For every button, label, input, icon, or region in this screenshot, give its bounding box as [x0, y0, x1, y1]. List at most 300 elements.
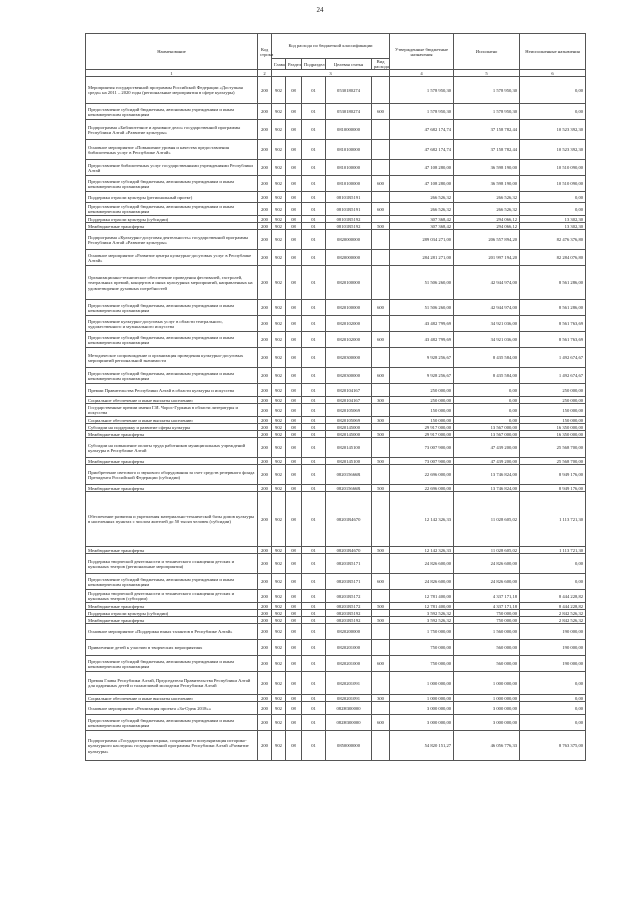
cell-name: Поддержка творческой деятельности и технического оснащения детских и кукольных театров (субсидии) — [86, 590, 258, 603]
cell-code: 200 — [258, 547, 272, 554]
cell-approved: 73 007 900,00 — [390, 438, 454, 458]
cell-target-article: 08201R5192 — [326, 617, 372, 624]
cell-unexecuted: 0,00 — [520, 695, 586, 702]
cell-code: 200 — [258, 554, 272, 574]
cell-subsection: 01 — [302, 610, 326, 617]
cell-code: 200 — [258, 316, 272, 332]
cell-name: Межбюджетные трансферты — [86, 485, 258, 492]
cell-code: 200 — [258, 438, 272, 458]
table-row — [86, 250, 586, 266]
table-row — [86, 431, 586, 438]
cell-target-article: 0820102000 — [326, 316, 372, 332]
cell-chapter: 902 — [272, 316, 286, 332]
cell-code: 200 — [258, 77, 272, 104]
cell-approved: 47 108 280,00 — [390, 160, 454, 176]
cell-code: 200 — [258, 120, 272, 140]
cell-unexecuted: 8 561 286,00 — [520, 266, 586, 300]
cell-approved: 12 142 326,33 — [390, 492, 454, 547]
cell-unexecuted: 25 568 700,00 — [520, 458, 586, 465]
cell-target-article: 0810100000 — [326, 140, 372, 160]
cell-unexecuted: 16 350 000,00 — [520, 431, 586, 438]
cell-subsection: 01 — [302, 624, 326, 640]
cell-expense-type: 600 — [372, 368, 390, 384]
table-row — [86, 300, 586, 316]
cell-approved: 12 781 400,00 — [390, 590, 454, 603]
cell-executed: 11 028 605,02 — [454, 492, 520, 547]
cell-code: 200 — [258, 624, 272, 640]
cell-subsection: 01 — [302, 617, 326, 624]
cell-executed: 560 000,00 — [454, 640, 520, 656]
cell-name: Предоставление субсидий бюджетным, автономным учреждениям и иным некоммерческим организациям — [86, 203, 258, 216]
cell-expense-type: 500 — [372, 603, 390, 610]
cell-section: 08 — [286, 458, 302, 465]
table-row — [86, 702, 586, 715]
cell-unexecuted: 150 000,00 — [520, 417, 586, 424]
cell-name: Основное мероприятие «Реализация проекта «За-Одеж 2018»» — [86, 702, 258, 715]
cell-unexecuted: 10 510 090,00 — [520, 160, 586, 176]
cell-executed: 13 567 000,00 — [454, 431, 520, 438]
cell-chapter: 902 — [272, 424, 286, 431]
cell-executed: 3 000 000,00 — [454, 702, 520, 715]
table-row — [86, 640, 586, 656]
cell-expense-type — [372, 230, 390, 250]
cell-section: 08 — [286, 203, 302, 216]
cell-subsection: 01 — [302, 458, 326, 465]
cell-expense-type — [372, 672, 390, 695]
cell-code: 200 — [258, 266, 272, 300]
table-row — [86, 715, 586, 731]
cell-section: 08 — [286, 223, 302, 230]
cell-expense-type: 600 — [372, 574, 390, 590]
cell-subsection: 01 — [302, 424, 326, 431]
cell-unexecuted: 0,00 — [520, 192, 586, 203]
cell-unexecuted: 10 523 392,30 — [520, 140, 586, 160]
cell-section: 08 — [286, 715, 302, 731]
cell-approved: 3 592 526,32 — [390, 617, 454, 624]
cell-chapter: 902 — [272, 656, 286, 672]
cell-expense-type — [372, 250, 390, 266]
cell-expense-type — [372, 640, 390, 656]
column-number-row — [86, 70, 586, 77]
cell-name: Поддержка отрасли культуры (региональный проект) — [86, 192, 258, 203]
cell-executed: 206 557 894,20 — [454, 230, 520, 250]
cell-chapter: 902 — [272, 348, 286, 368]
cell-executed: 34 921 036,00 — [454, 332, 520, 348]
cell-code: 200 — [258, 203, 272, 216]
cell-expense-type: 600 — [372, 300, 390, 316]
cell-target-article: 0820000000 — [326, 250, 372, 266]
cell-target-article: 08201R4670 — [326, 547, 372, 554]
table-row — [86, 610, 586, 617]
cell-code: 200 — [258, 695, 272, 702]
cell-unexecuted: 0,00 — [520, 77, 586, 104]
cell-approved: 1 000 000,00 — [390, 695, 454, 702]
table-row — [86, 574, 586, 590]
cell-executed: 34 921 036,00 — [454, 316, 520, 332]
cell-expense-type — [372, 438, 390, 458]
cell-name: Подпрограмма «Культурно-досуговая деятельность» государственной программы Республики Алтай «Развитие культуры» — [86, 230, 258, 250]
cell-target-article: 082Н300000 — [326, 715, 372, 731]
cell-subsection: 01 — [302, 590, 326, 603]
cell-section: 08 — [286, 316, 302, 332]
cell-approved: 250 000,00 — [390, 384, 454, 397]
cell-expense-type — [372, 192, 390, 203]
cell-unexecuted: 13 302,30 — [520, 223, 586, 230]
cell-subsection: 01 — [302, 140, 326, 160]
cell-expense-type: 600 — [372, 203, 390, 216]
cell-expense-type: 300 — [372, 417, 390, 424]
cell-target-article: 082015666R — [326, 485, 372, 492]
cell-unexecuted: 0,00 — [520, 672, 586, 695]
cell-code: 200 — [258, 223, 272, 230]
cell-section: 08 — [286, 397, 302, 404]
cell-chapter: 902 — [272, 640, 286, 656]
cell-section: 08 — [286, 77, 302, 104]
cell-expense-type: 600 — [372, 176, 390, 192]
cell-expense-type: 300 — [372, 397, 390, 404]
cell-target-article: 0820300000 — [326, 368, 372, 384]
cell-section: 08 — [286, 640, 302, 656]
cell-chapter: 902 — [272, 492, 286, 547]
cell-name: Предоставление субсидий бюджетным, автономным учреждениям и иным некоммерческим организациям — [86, 300, 258, 316]
cell-chapter: 902 — [272, 404, 286, 417]
cell-subsection: 01 — [302, 316, 326, 332]
cell-expense-type: 300 — [372, 695, 390, 702]
cell-executed: 11 028 605,02 — [454, 547, 520, 554]
cell-code: 200 — [258, 485, 272, 492]
cell-name: Предоставление субсидий бюджетным, автономным учреждениям и иным некоммерческим организациям — [86, 574, 258, 590]
table-row — [86, 731, 586, 761]
cell-executed: 42 944 974,00 — [454, 266, 520, 300]
cell-code: 200 — [258, 465, 272, 485]
cell-executed: 750 000,00 — [454, 617, 520, 624]
header-subsection: Подраздел — [302, 59, 326, 70]
cell-name: Основное мероприятие «Поддержка юных талантов в Республике Алтай» — [86, 624, 258, 640]
cell-executed: 266 526,32 — [454, 192, 520, 203]
table-row — [86, 160, 586, 176]
cell-chapter: 902 — [272, 160, 286, 176]
cell-target-article: 0820201000 — [326, 640, 372, 656]
cell-target-article: 0820300000 — [326, 348, 372, 368]
cell-name: Приобретение светового и звукового оборудования за счет средств резервного фонда Президента Российской Федерации (субсидии) — [86, 465, 258, 485]
cell-name: Обеспечение развития и укрепления материально-технической базы домов культуры в населенных пунктах с числом жителей до 50 тысяч человек (субсидии) — [86, 492, 258, 547]
cell-approved: 43 482 799,69 — [390, 316, 454, 332]
cell-expense-type: 600 — [372, 332, 390, 348]
cell-section: 08 — [286, 348, 302, 368]
table-row — [86, 266, 586, 300]
cell-code: 200 — [258, 610, 272, 617]
column-number: 4 — [390, 70, 454, 77]
cell-unexecuted: 0,00 — [520, 715, 586, 731]
cell-subsection: 01 — [302, 438, 326, 458]
cell-section: 08 — [286, 266, 302, 300]
cell-chapter: 902 — [272, 368, 286, 384]
cell-subsection: 01 — [302, 223, 326, 230]
cell-subsection: 01 — [302, 216, 326, 223]
cell-subsection: 01 — [302, 250, 326, 266]
cell-approved: 3 000 000,00 — [390, 702, 454, 715]
cell-chapter: 902 — [272, 590, 286, 603]
cell-chapter: 902 — [272, 176, 286, 192]
cell-approved: 12 142 326,33 — [390, 547, 454, 554]
cell-executed: 750 000,00 — [454, 610, 520, 617]
cell-unexecuted: 25 568 700,00 — [520, 438, 586, 458]
cell-section: 08 — [286, 332, 302, 348]
cell-section: 08 — [286, 438, 302, 458]
cell-section: 08 — [286, 590, 302, 603]
table-row — [86, 192, 586, 203]
cell-approved: 54 820 151,27 — [390, 731, 454, 761]
cell-chapter: 902 — [272, 120, 286, 140]
cell-section: 08 — [286, 574, 302, 590]
cell-subsection: 01 — [302, 715, 326, 731]
cell-section: 08 — [286, 368, 302, 384]
cell-unexecuted: 190 000,00 — [520, 640, 586, 656]
cell-approved: 150 000,00 — [390, 404, 454, 417]
cell-executed: 37 158 782,44 — [454, 140, 520, 160]
cell-approved: 12 781 400,00 — [390, 603, 454, 610]
cell-code: 200 — [258, 574, 272, 590]
table-row — [86, 230, 586, 250]
cell-name: Основное мероприятие «Развитие центра культурно-досуговых услуг в Республике Алтай» — [86, 250, 258, 266]
cell-chapter: 902 — [272, 617, 286, 624]
cell-expense-type: 500 — [372, 547, 390, 554]
cell-name: Поддержка отрасли культуры (субсидии) — [86, 216, 258, 223]
column-number: 6 — [520, 70, 586, 77]
column-number: 1 — [86, 70, 258, 77]
cell-executed: 46 056 776,33 — [454, 731, 520, 761]
cell-chapter: 902 — [272, 397, 286, 404]
cell-target-article: 0810100000 — [326, 160, 372, 176]
cell-approved: 29 917 000,00 — [390, 424, 454, 431]
table-row — [86, 384, 586, 397]
table-row — [86, 554, 586, 574]
header-approved: Утвержденные бюджетные назначения — [390, 34, 454, 70]
cell-approved: 150 000,00 — [390, 417, 454, 424]
cell-section: 08 — [286, 554, 302, 574]
cell-target-article: 08201R5172 — [326, 590, 372, 603]
cell-section: 08 — [286, 603, 302, 610]
cell-unexecuted: 1 113 721,30 — [520, 547, 586, 554]
table-row — [86, 458, 586, 465]
cell-executed: 1 000 000,00 — [454, 672, 520, 695]
cell-subsection: 01 — [302, 192, 326, 203]
cell-chapter: 902 — [272, 250, 286, 266]
cell-code: 200 — [258, 348, 272, 368]
cell-code: 200 — [258, 300, 272, 316]
cell-target-article: 0820104167 — [326, 397, 372, 404]
cell-name: Межбюджетные трансферты — [86, 458, 258, 465]
cell-code: 200 — [258, 230, 272, 250]
cell-approved: 24 826 600,00 — [390, 554, 454, 574]
cell-expense-type — [372, 404, 390, 417]
table-row — [86, 104, 586, 120]
cell-name: Субсидии на повышение оплаты труда работников муниципальных учреждений культуры в Республике Алтай — [86, 438, 258, 458]
cell-unexecuted: 0,00 — [520, 554, 586, 574]
cell-unexecuted: 0,00 — [520, 574, 586, 590]
table-row — [86, 404, 586, 417]
cell-chapter: 902 — [272, 554, 286, 574]
cell-approved: 29 917 000,00 — [390, 431, 454, 438]
cell-unexecuted: 8 444 228,82 — [520, 603, 586, 610]
table-row — [86, 695, 586, 702]
table-row — [86, 617, 586, 624]
header-classification: Код расхода по бюджетной классификации — [272, 34, 390, 59]
cell-subsection: 01 — [302, 397, 326, 404]
cell-name: Предоставление субсидий бюджетным, автономным учреждениям и иным некоммерческим организациям — [86, 332, 258, 348]
header-target-article: Целевая статья — [326, 59, 372, 70]
cell-target-article: 0820104167 — [326, 384, 372, 397]
cell-target-article: 0820145000 — [326, 424, 372, 431]
table-row — [86, 348, 586, 368]
cell-name: Предоставление субсидий бюджетным, автономным учреждениям и иным некоммерческим организациям — [86, 656, 258, 672]
cell-approved: 266 526,32 — [390, 192, 454, 203]
cell-code: 200 — [258, 176, 272, 192]
cell-expense-type — [372, 424, 390, 431]
cell-name: Предоставление субсидий бюджетным, автономным учреждениям и иным некоммерческим организациям — [86, 368, 258, 384]
header-expense-type: Вид расхода — [372, 59, 390, 70]
cell-chapter: 902 — [272, 610, 286, 617]
cell-section: 08 — [286, 617, 302, 624]
cell-target-article: 0820145100 — [326, 438, 372, 458]
cell-unexecuted: 190 000,00 — [520, 624, 586, 640]
cell-subsection: 01 — [302, 417, 326, 424]
cell-chapter: 902 — [272, 702, 286, 715]
cell-approved: 22 696 000,00 — [390, 485, 454, 492]
cell-section: 08 — [286, 465, 302, 485]
table-row — [86, 77, 586, 104]
cell-approved: 43 482 799,69 — [390, 332, 454, 348]
cell-chapter: 902 — [272, 223, 286, 230]
cell-chapter: 902 — [272, 140, 286, 160]
cell-approved: 73 007 900,00 — [390, 458, 454, 465]
cell-subsection: 01 — [302, 160, 326, 176]
cell-section: 08 — [286, 192, 302, 203]
cell-executed: 1 578 950,30 — [454, 104, 520, 120]
cell-executed: 294 066,12 — [454, 216, 520, 223]
cell-section: 08 — [286, 120, 302, 140]
cell-name: Социальное обеспечение и иные выплаты населению — [86, 417, 258, 424]
cell-target-article: 08101R5191 — [326, 192, 372, 203]
cell-expense-type — [372, 140, 390, 160]
cell-unexecuted: 2 842 526,32 — [520, 610, 586, 617]
cell-unexecuted: 8 444 228,82 — [520, 590, 586, 603]
cell-code: 200 — [258, 424, 272, 431]
table-row — [86, 624, 586, 640]
cell-section: 08 — [286, 176, 302, 192]
cell-unexecuted: 0,00 — [520, 702, 586, 715]
cell-subsection: 01 — [302, 368, 326, 384]
cell-executed: 4 337 171,18 — [454, 603, 520, 610]
cell-target-article: 08101R5191 — [326, 203, 372, 216]
cell-name: Предоставление культурно-досуговых услуг в области театрального, художественного и музыкального искусства — [86, 316, 258, 332]
cell-unexecuted: 82 476 376,80 — [520, 230, 586, 250]
cell-approved: 47 682 174,74 — [390, 140, 454, 160]
cell-name: Межбюджетные трансферты — [86, 547, 258, 554]
cell-section: 08 — [286, 695, 302, 702]
cell-subsection: 01 — [302, 731, 326, 761]
cell-target-article: 08101R5192 — [326, 216, 372, 223]
header-name: Наименование — [86, 34, 258, 70]
cell-unexecuted: 1 492 674,67 — [520, 368, 586, 384]
cell-code: 200 — [258, 140, 272, 160]
table-row — [86, 590, 586, 603]
cell-name: Поддержка отрасли культуры (субсидии) — [86, 610, 258, 617]
header-executed: Исполнено — [454, 34, 520, 70]
cell-name: Социальное обеспечение и иные выплаты населению — [86, 695, 258, 702]
cell-chapter: 902 — [272, 603, 286, 610]
cell-chapter: 902 — [272, 438, 286, 458]
table-row — [86, 438, 586, 458]
cell-chapter: 902 — [272, 574, 286, 590]
cell-code: 200 — [258, 431, 272, 438]
cell-name: Государственные премии имени Г.И. Чорос-Гуркина в области литературы и искусства — [86, 404, 258, 417]
cell-chapter: 902 — [272, 465, 286, 485]
cell-target-article: 0820201000 — [326, 656, 372, 672]
cell-approved: 750 000,00 — [390, 640, 454, 656]
cell-section: 08 — [286, 431, 302, 438]
cell-executed: 13 746 824,00 — [454, 485, 520, 492]
cell-approved: 47 682 174,74 — [390, 120, 454, 140]
cell-code: 200 — [258, 250, 272, 266]
cell-expense-type — [372, 702, 390, 715]
cell-approved: 284 281 271,00 — [390, 250, 454, 266]
cell-expense-type: 600 — [372, 715, 390, 731]
table-row — [86, 672, 586, 695]
cell-code: 200 — [258, 617, 272, 624]
cell-expense-type — [372, 120, 390, 140]
cell-subsection: 01 — [302, 120, 326, 140]
cell-target-article: 0820102000 — [326, 332, 372, 348]
table-row — [86, 656, 586, 672]
header-row — [86, 34, 586, 59]
cell-chapter: 902 — [272, 417, 286, 424]
column-number: 3 — [272, 70, 390, 77]
cell-section: 08 — [286, 404, 302, 417]
cell-unexecuted: 10 510 090,00 — [520, 176, 586, 192]
cell-name: Премия Главы Республики Алтай, Председателя Правительства Республики Алтай для одаренных детей и талантливой молодежи Республики Алтай — [86, 672, 258, 695]
cell-subsection: 01 — [302, 465, 326, 485]
cell-chapter: 902 — [272, 300, 286, 316]
cell-chapter: 902 — [272, 216, 286, 223]
cell-subsection: 01 — [302, 695, 326, 702]
cell-code: 200 — [258, 458, 272, 465]
header-chapter: Глава — [272, 59, 286, 70]
cell-name: Межбюджетные трансферты — [86, 617, 258, 624]
cell-expense-type — [372, 465, 390, 485]
cell-target-article: 0820000000 — [326, 230, 372, 250]
cell-section: 08 — [286, 417, 302, 424]
table-row — [86, 368, 586, 384]
cell-section: 08 — [286, 216, 302, 223]
cell-executed: 13 567 000,00 — [454, 424, 520, 431]
cell-subsection: 01 — [302, 230, 326, 250]
cell-code: 200 — [258, 192, 272, 203]
cell-unexecuted: 190 000,00 — [520, 656, 586, 672]
cell-executed: 36 598 190,00 — [454, 176, 520, 192]
cell-expense-type — [372, 77, 390, 104]
cell-chapter: 902 — [272, 230, 286, 250]
cell-approved: 3 000 000,00 — [390, 715, 454, 731]
cell-approved: 250 000,00 — [390, 397, 454, 404]
cell-chapter: 902 — [272, 332, 286, 348]
cell-target-article: 0820201091 — [326, 695, 372, 702]
cell-name: Субсидии на поддержку и развитие сферы культуры — [86, 424, 258, 431]
cell-executed: 8 435 584,00 — [454, 368, 520, 384]
cell-name: Межбюджетные трансферты — [86, 603, 258, 610]
cell-subsection: 01 — [302, 554, 326, 574]
cell-target-article: 0810000000 — [326, 120, 372, 140]
